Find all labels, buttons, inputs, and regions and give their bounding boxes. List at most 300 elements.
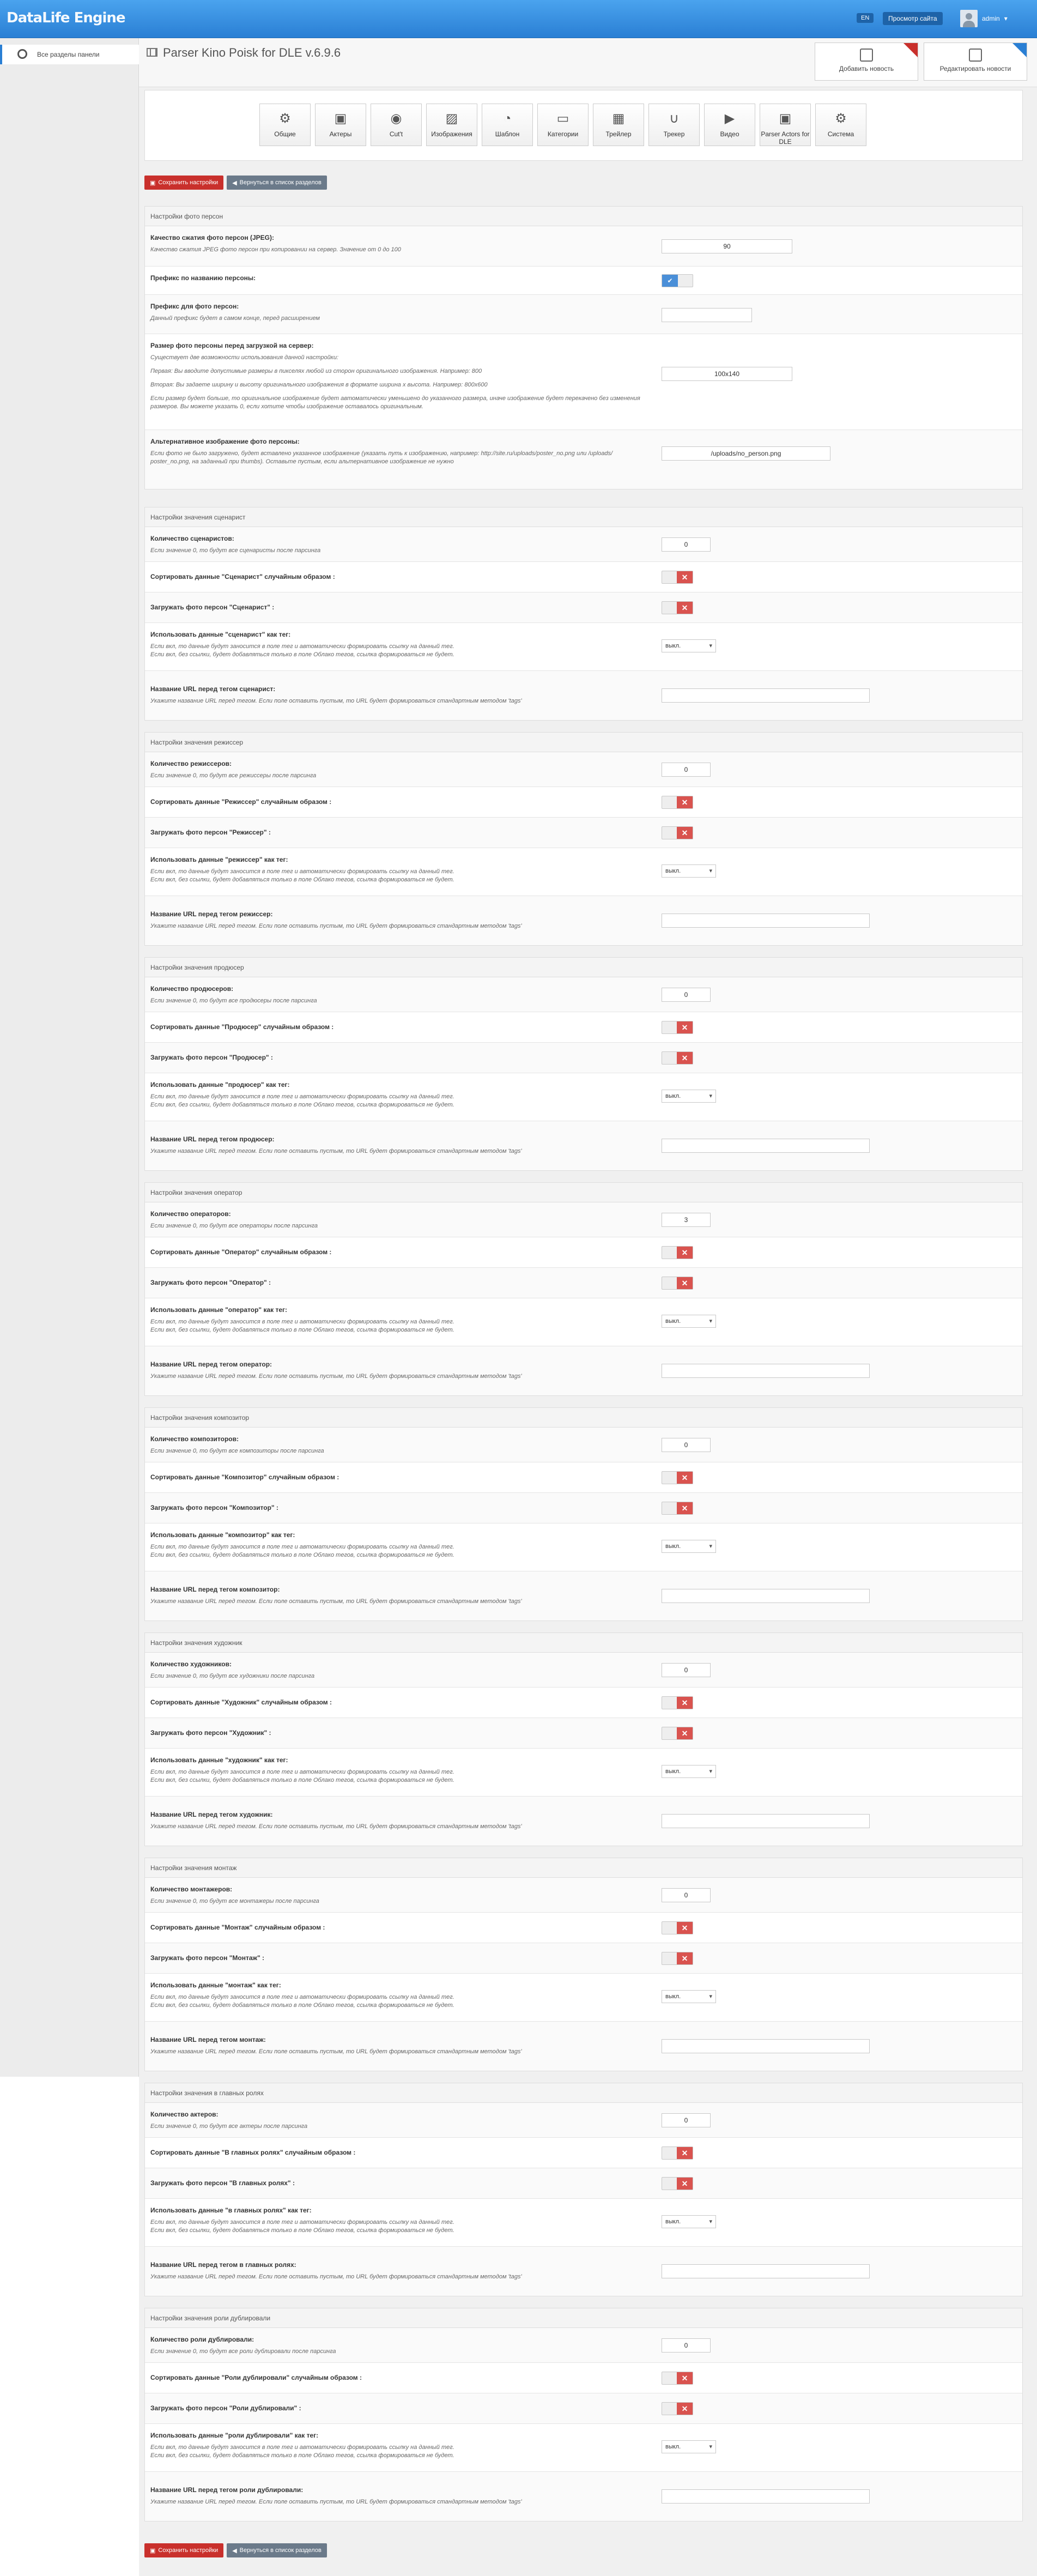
cogs-icon: ⚙ xyxy=(835,111,847,126)
user-menu[interactable] xyxy=(960,9,1008,28)
setting-label: Загружать фото персон "Композитор" : xyxy=(150,1504,278,1511)
random-sort-toggle[interactable] xyxy=(662,1021,693,1034)
setting-label: Количество монтажеров: xyxy=(150,1885,233,1893)
setting-row xyxy=(145,1298,1022,1346)
tag-select[interactable]: выкл. ▾ xyxy=(662,864,716,878)
globe-icon: ◉ xyxy=(390,111,402,126)
load-photo-toggle[interactable] xyxy=(662,2402,693,2415)
load-photo-toggle[interactable] xyxy=(662,1727,693,1740)
setting-desc: Укажите название URL перед тегом. Если поле оставить пустым, то URL будет формироваться стандартным методом 'tags' xyxy=(150,1373,522,1380)
url-prefix-input[interactable] xyxy=(662,1814,870,1828)
section-label: Система xyxy=(827,130,854,138)
section-label: Шаблон xyxy=(495,130,520,138)
arrow-left-icon: ◀ xyxy=(232,2547,237,2554)
film-icon xyxy=(147,48,157,57)
load-photo-toggle[interactable] xyxy=(662,2177,693,2190)
load-photo-toggle[interactable] xyxy=(662,601,693,614)
setting-row xyxy=(145,1797,1022,1846)
setting-label: Количество операторов: xyxy=(150,1210,231,1218)
panel-title: Настройки значения сценарист xyxy=(145,507,1022,527)
close-icon: ✕ xyxy=(677,2372,693,2384)
setting-desc: Если вкл, то данные будут заносится в поле тег и автоматически формировать ссылку на данный тег. xyxy=(150,1994,454,2000)
close-icon: ✕ xyxy=(677,827,693,839)
section-label: Категории xyxy=(547,130,579,138)
setting-label: Загружать фото персон "Оператор" : xyxy=(150,1279,271,1286)
setting-label: Использовать данные "в главных ролях" как тег: xyxy=(150,2206,312,2214)
panel-title: Настройки значения композитор xyxy=(145,1408,1022,1428)
sidebar xyxy=(0,38,139,2077)
load-photo-toggle[interactable] xyxy=(662,1277,693,1290)
logo[interactable]: DataLife Engine xyxy=(7,10,125,26)
count-input[interactable]: 0 xyxy=(662,2113,711,2127)
section-button[interactable] xyxy=(482,104,533,146)
setting-desc: Укажите название URL перед тегом. Если поле оставить пустым, то URL будет формироваться стандартным методом 'tags' xyxy=(150,2499,522,2505)
folder-icon: ▭ xyxy=(556,111,569,126)
bottom-action-row xyxy=(144,2543,327,2557)
setting-label: Сортировать данные "Композитор" случайным образом : xyxy=(150,1473,339,1481)
random-sort-toggle[interactable] xyxy=(662,1696,693,1709)
panel-title: Настройки значения монтаж xyxy=(145,1858,1022,1878)
setting-label: Использовать данные "сценарист" как тег: xyxy=(150,631,291,638)
caret-down-icon: ▾ xyxy=(1004,15,1008,22)
setting-row xyxy=(145,1012,1022,1043)
setting-desc: Укажите название URL перед тегом. Если поле оставить пустым, то URL будет формироваться стандартным методом 'tags' xyxy=(150,1148,522,1154)
random-sort-toggle[interactable] xyxy=(662,1246,693,1259)
back-to-sections-button[interactable]: ◀ Вернуться в список разделов xyxy=(227,176,327,190)
setting-row xyxy=(145,1523,1022,1571)
badge-corner xyxy=(1012,43,1027,57)
setting-row xyxy=(145,2138,1022,2168)
document-icon xyxy=(860,49,873,62)
page-title: Parser Kino Poisk for DLE v.6.9.6 xyxy=(163,46,341,59)
setting-row xyxy=(145,1462,1022,1493)
section-button[interactable] xyxy=(259,104,311,146)
setting-row xyxy=(145,818,1022,848)
setting-row xyxy=(145,592,1022,623)
role-settings-panel xyxy=(144,507,1023,721)
tag-select[interactable]: выкл. ▾ xyxy=(662,2215,716,2228)
setting-label: Название URL перед тегом в главных ролях: xyxy=(150,2261,296,2269)
setting-desc: Вторая: Вы задаете ширину и высоту оригинального изображения в формате ширина х высота. Например: 800x600 xyxy=(150,382,488,388)
close-icon: ✕ xyxy=(677,1052,693,1064)
setting-label: Загружать фото персон "Режиссер" : xyxy=(150,829,271,836)
setting-label: Сортировать данные "Художник" случайным образом : xyxy=(150,1698,332,1706)
setting-row xyxy=(145,848,1022,896)
close-icon: ✕ xyxy=(677,1502,693,1514)
close-icon: ✕ xyxy=(677,1922,693,1934)
setting-row xyxy=(145,2363,1022,2393)
gears-icon: ⚙ xyxy=(279,111,291,126)
setting-desc: Если значение 0, то будут все композиторы после парсинга xyxy=(150,1448,324,1454)
setting-row xyxy=(145,1688,1022,1718)
section-label: Изображения xyxy=(431,130,472,138)
setting-desc: Если вкл, без ссылки, будет добавляться только в поле Облако тегов, ссылка формироваться не будет. xyxy=(150,1327,454,1333)
setting-desc: Если значение 0, то будут все монтажеры после парсинга xyxy=(150,1898,319,1904)
setting-label: Название URL перед тегом художник: xyxy=(150,1811,273,1818)
save-icon: ▣ xyxy=(150,2547,156,2554)
setting-desc: Если значение 0, то будут все роли дублировали после парсинга xyxy=(150,2348,336,2355)
setting-row xyxy=(145,226,1022,267)
setting-desc: Если вкл, без ссылки, будет добавляться только в поле Облако тегов, ссылка формироваться не будет. xyxy=(150,651,454,658)
setting-row xyxy=(145,1121,1022,1170)
setting-desc: Существует две возможности использования данной настройки: xyxy=(150,354,339,361)
setting-row xyxy=(145,1073,1022,1121)
film-frame-icon: ▣ xyxy=(779,111,792,126)
count-input[interactable]: 0 xyxy=(662,537,711,552)
setting-row xyxy=(145,671,1022,720)
url-prefix-input[interactable] xyxy=(662,1364,870,1378)
badge-corner xyxy=(903,43,918,57)
random-sort-toggle[interactable] xyxy=(662,1921,693,1934)
setting-label: Сортировать данные "В главных ролях" случайным образом : xyxy=(150,2149,356,2156)
section-label: Общие xyxy=(274,130,296,138)
setting-row xyxy=(145,1571,1022,1620)
sidebar-item-label: Все разделы панели xyxy=(37,51,100,58)
random-sort-toggle[interactable] xyxy=(662,2372,693,2385)
arrow-left-icon: ◀ xyxy=(232,179,237,186)
section-button[interactable] xyxy=(648,104,700,146)
setting-row xyxy=(145,1043,1022,1073)
panel-title: Настройки значения в главных ролях xyxy=(145,2083,1022,2103)
section-label: Трекер xyxy=(663,130,685,138)
setting-label: Префикс для фото персон: xyxy=(150,303,239,310)
setting-desc: Если вкл, то данные будут заносится в поле тег и автоматически формировать ссылку на данный тег. xyxy=(150,2219,454,2226)
load-photo-toggle[interactable] xyxy=(662,826,693,839)
setting-row xyxy=(145,562,1022,592)
setting-row xyxy=(145,1268,1022,1298)
prefix-toggle[interactable] xyxy=(662,274,693,287)
setting-label: Название URL перед тегом роли дублировали: xyxy=(150,2486,304,2494)
add-news-button[interactable] xyxy=(815,43,918,81)
setting-label: Загружать фото персон "Роли дублировали" : xyxy=(150,2404,301,2412)
photo-size-input[interactable]: 100x140 xyxy=(662,367,792,381)
role-settings-panel xyxy=(144,2083,1023,2296)
panel-title: Настройки значения художник xyxy=(145,1633,1022,1653)
save-icon: ▣ xyxy=(150,179,156,186)
setting-label: Сортировать данные "Режиссер" случайным образом : xyxy=(150,798,332,806)
setting-label: Качество сжатия фото персон (JPEG): xyxy=(150,234,274,241)
globe-icon xyxy=(17,49,27,59)
section-button[interactable] xyxy=(704,104,755,146)
close-icon: ✕ xyxy=(677,2403,693,2415)
setting-label: Сортировать данные "Продюсер" случайным образом : xyxy=(150,1023,334,1031)
url-prefix-input[interactable] xyxy=(662,2489,870,2504)
setting-desc: Если вкл, без ссылки, будет добавляться только в поле Облако тегов, ссылка формироваться не будет. xyxy=(150,1552,454,1558)
setting-label: Название URL перед тегом композитор: xyxy=(150,1586,280,1593)
count-input[interactable]: 0 xyxy=(662,1888,711,1902)
setting-row xyxy=(145,2247,1022,2296)
play-icon: ▶ xyxy=(724,111,735,126)
setting-row xyxy=(145,977,1022,1012)
panel-title: Настройки значения роли дублировали xyxy=(145,2308,1022,2328)
close-icon: ✕ xyxy=(677,1472,693,1484)
tag-select[interactable]: выкл. ▾ xyxy=(662,639,716,652)
setting-label: Сортировать данные "Сценарист" случайным образом : xyxy=(150,573,335,580)
setting-label: Сортировать данные "Оператор" случайным образом : xyxy=(150,1248,332,1256)
setting-row xyxy=(145,1202,1022,1237)
setting-row xyxy=(145,1346,1022,1395)
sidebar-item-all-sections[interactable] xyxy=(0,45,139,64)
setting-desc: Если вкл, без ссылки, будет добавляться только в поле Облако тегов, ссылка формироваться не будет. xyxy=(150,2002,454,2009)
count-input[interactable]: 3 xyxy=(662,1213,711,1227)
random-sort-toggle[interactable] xyxy=(662,796,693,809)
setting-desc: Если значение 0, то будут все операторы после парсинга xyxy=(150,1223,318,1229)
setting-label: Использовать данные "роли дублировали" как тег: xyxy=(150,2432,319,2439)
setting-row xyxy=(145,1943,1022,1974)
setting-label: Количество композиторов: xyxy=(150,1435,239,1443)
setting-desc: Если вкл, то данные будут заносится в поле тег и автоматически формировать ссылку на данный тег. xyxy=(150,1544,454,1550)
count-input[interactable]: 0 xyxy=(662,763,711,777)
setting-label: Сортировать данные "Роли дублировали" случайным образом : xyxy=(150,2374,362,2381)
user-name: admin xyxy=(982,15,1000,22)
close-icon: ✕ xyxy=(677,1697,693,1709)
setting-row xyxy=(145,2022,1022,2071)
setting-desc: Если размер будет больше, то оригинальное изображение будет автоматически уменьшено до указанного размера, иначе изображение будет перекачено без изменения размеров. Вы можете указать 0, если хотите чтобы изображение оставалось оригинальным. xyxy=(150,395,640,410)
edit-news-label: Редактировать новости xyxy=(939,65,1011,72)
count-input[interactable]: 0 xyxy=(662,1663,711,1677)
setting-row xyxy=(145,267,1022,295)
section-button[interactable] xyxy=(315,104,366,146)
film-frame-icon: ▣ xyxy=(334,111,347,126)
tag-select[interactable]: выкл. ▾ xyxy=(662,1540,716,1553)
alt-photo-input[interactable]: /uploads/no_person.png xyxy=(662,446,830,461)
magnet-icon: ∪ xyxy=(669,111,679,126)
section-label: Актеры xyxy=(329,130,352,138)
setting-label: Префикс по названию персоны: xyxy=(150,274,256,282)
setting-label: Название URL перед тегом монтаж: xyxy=(150,2036,266,2043)
section-button[interactable] xyxy=(593,104,644,146)
setting-row xyxy=(145,1428,1022,1462)
setting-row xyxy=(145,295,1022,334)
setting-desc: Если вкл, то данные будут заносится в поле тег и автоматически формировать ссылку на данный тег. xyxy=(150,2444,454,2451)
setting-row xyxy=(145,623,1022,671)
check-icon: ✔ xyxy=(662,275,678,287)
setting-label: Использовать данные "оператор" как тег: xyxy=(150,1306,288,1314)
top-action-row xyxy=(144,176,327,190)
url-prefix-input[interactable] xyxy=(662,2264,870,2278)
role-settings-panel xyxy=(144,957,1023,1171)
close-icon: ✕ xyxy=(677,1952,693,1964)
setting-label: Название URL перед тегом оператор: xyxy=(150,1360,272,1368)
setting-label: Загружать фото персон "В главных ролях" : xyxy=(150,2179,295,2187)
setting-desc: Если вкл, без ссылки, будет добавляться только в поле Облако тегов, ссылка формироваться не будет. xyxy=(150,876,454,883)
section-button[interactable] xyxy=(371,104,422,146)
setting-label: Сортировать данные "Монтаж" случайным образом : xyxy=(150,1924,325,1931)
setting-row xyxy=(145,1878,1022,1913)
role-settings-panel xyxy=(144,1632,1023,1846)
avatar xyxy=(960,10,978,27)
setting-label: Загружать фото персон "Сценарист" : xyxy=(150,603,275,611)
section-button[interactable] xyxy=(815,104,866,146)
setting-row xyxy=(145,2199,1022,2247)
setting-desc: Если вкл, то данные будут заносится в поле тег и автоматически формировать ссылку на данный тег. xyxy=(150,1319,454,1325)
count-input[interactable]: 0 xyxy=(662,988,711,1002)
setting-desc: Если значение 0, то будут все художники после парсинга xyxy=(150,1673,315,1679)
photo-prefix-input[interactable] xyxy=(662,308,752,322)
tag-select[interactable]: выкл. ▾ xyxy=(662,1765,716,1778)
setting-desc: Укажите название URL перед тегом. Если поле оставить пустым, то URL будет формироваться стандартным методом 'tags' xyxy=(150,923,522,929)
setting-row xyxy=(145,1749,1022,1797)
section-button[interactable] xyxy=(760,104,811,146)
setting-desc: Укажите название URL перед тегом. Если поле оставить пустым, то URL будет формироваться стандартным методом 'tags' xyxy=(150,2273,522,2280)
setting-row xyxy=(145,896,1022,945)
add-news-label: Добавить новость xyxy=(839,65,894,72)
setting-desc: Укажите название URL перед тегом. Если поле оставить пустым, то URL будет формироваться стандартным методом 'tags' xyxy=(150,2048,522,2055)
setting-label: Загружать фото персон "Продюсер" : xyxy=(150,1054,273,1061)
close-icon: ✕ xyxy=(677,602,693,614)
setting-row xyxy=(145,1974,1022,2022)
close-icon: ✕ xyxy=(677,571,693,583)
edit-news-button[interactable] xyxy=(924,43,1027,81)
random-sort-toggle[interactable] xyxy=(662,1471,693,1484)
setting-desc: Если значение 0, то будут все режиссеры после парсинга xyxy=(150,772,317,779)
panel-title: Настройки значения продюсер xyxy=(145,958,1022,977)
tag-select[interactable]: выкл. ▾ xyxy=(662,2440,716,2453)
setting-label: Количество продюсеров: xyxy=(150,985,234,993)
setting-desc: Укажите название URL перед тегом. Если поле оставить пустым, то URL будет формироваться стандартным методом 'tags' xyxy=(150,1823,522,1830)
setting-desc: Если вкл, без ссылки, будет добавляться только в поле Облако тегов, ссылка формироваться не будет. xyxy=(150,2452,454,2459)
setting-desc: Если вкл, то данные будут заносится в поле тег и автоматически формировать ссылку на данный тег. xyxy=(150,643,454,650)
dashboard-icon: ◔ xyxy=(503,111,512,126)
load-photo-toggle[interactable] xyxy=(662,1051,693,1065)
close-icon: ✕ xyxy=(677,1277,693,1289)
setting-desc: Если значение 0, то будут все сценаристы после парсинга xyxy=(150,547,321,554)
role-settings-panel xyxy=(144,1407,1023,1621)
setting-row xyxy=(145,2328,1022,2363)
setting-row xyxy=(145,334,1022,430)
panel-title: Настройки значения оператор xyxy=(145,1183,1022,1202)
edit-icon xyxy=(969,49,982,62)
jpeg-quality-input[interactable]: 90 xyxy=(662,239,792,253)
panel-title: Настройки значения режиссер xyxy=(145,733,1022,752)
close-icon: ✕ xyxy=(677,1247,693,1259)
role-settings-panel xyxy=(144,1182,1023,1396)
url-prefix-input[interactable] xyxy=(662,688,870,703)
back-to-sections-button[interactable]: ◀ Вернуться в список разделов xyxy=(227,2543,327,2557)
photo-settings-panel xyxy=(144,206,1023,489)
setting-desc: Если вкл, без ссылки, будет добавляться только в поле Облако тегов, ссылка формироваться не будет. xyxy=(150,2227,454,2234)
close-icon: ✕ xyxy=(677,1727,693,1739)
setting-desc: Если вкл, без ссылки, будет добавляться только в поле Облако тегов, ссылка формироваться не будет. xyxy=(150,1102,454,1108)
random-sort-toggle[interactable] xyxy=(662,2146,693,2160)
section-button[interactable] xyxy=(426,104,477,146)
close-icon: ✕ xyxy=(677,2147,693,2159)
setting-row xyxy=(145,1493,1022,1523)
setting-desc: Если вкл, без ссылки, будет добавляться только в поле Облако тегов, ссылка формироваться не будет. xyxy=(150,1777,454,1783)
setting-label: Количество актеров: xyxy=(150,2111,219,2118)
setting-label: Использовать данные "продюсер" как тег: xyxy=(150,1081,290,1089)
setting-desc: Если значение 0, то будут все продюсеры после парсинга xyxy=(150,997,317,1004)
setting-row xyxy=(145,787,1022,818)
setting-label: Загружать фото персон "Художник" : xyxy=(150,1729,271,1737)
setting-label: Загружать фото персон "Монтаж" : xyxy=(150,1954,265,1962)
setting-desc: Укажите название URL перед тегом. Если поле оставить пустым, то URL будет формироваться стандартным методом 'tags' xyxy=(150,698,522,704)
setting-desc: Если вкл, то данные будут заносится в поле тег и автоматически формировать ссылку на данный тег. xyxy=(150,1093,454,1100)
setting-row xyxy=(145,430,1022,489)
load-photo-toggle[interactable] xyxy=(662,1952,693,1965)
count-input[interactable]: 0 xyxy=(662,2338,711,2353)
role-settings-panel xyxy=(144,1858,1023,2071)
setting-desc: poster_no.png, на заданный при thumbs). Оставьте пустым, если альтернативное изображение не нужно xyxy=(150,458,454,465)
tag-select[interactable]: выкл. ▾ xyxy=(662,1990,716,2003)
setting-row xyxy=(145,2393,1022,2424)
close-icon: ✕ xyxy=(677,1021,693,1033)
setting-desc: Если фото не было загружено, будет вставлено указанное изображение (указать путь к изображению, например: http://site.ru/uploads/poster_no.png или /uploads/ xyxy=(150,450,613,457)
close-icon: ✕ xyxy=(677,796,693,808)
setting-label: Использовать данные "художник" как тег: xyxy=(150,1756,288,1764)
setting-row xyxy=(145,2103,1022,2138)
tag-select[interactable]: выкл. ▾ xyxy=(662,1315,716,1328)
setting-label: Количество сценаристов: xyxy=(150,535,234,542)
setting-label: Название URL перед тегом сценарист: xyxy=(150,685,276,693)
url-prefix-input[interactable] xyxy=(662,914,870,928)
setting-row xyxy=(145,1718,1022,1749)
picture-icon: ▨ xyxy=(445,111,458,126)
section-label: Трейлер xyxy=(605,130,632,138)
sidebar-filler xyxy=(0,2077,139,2576)
setting-label: Альтернативное изображение фото персоны: xyxy=(150,438,300,445)
setting-row xyxy=(145,1653,1022,1688)
setting-desc: Данный префикс будет в самом конце, перед расширением xyxy=(150,315,320,322)
role-settings-panel xyxy=(144,732,1023,946)
section-label: Parser Actors for DLE xyxy=(761,130,810,146)
setting-row xyxy=(145,1913,1022,1943)
section-icon-bar xyxy=(144,90,1023,161)
setting-desc: Качество сжатия JPEG фото персон при копировании на сервер. Значение от 0 до 100 xyxy=(150,246,401,253)
url-prefix-input[interactable] xyxy=(662,1139,870,1153)
load-photo-toggle[interactable] xyxy=(662,1502,693,1515)
setting-desc: Первая: Вы вводите допустимые размеры в пикселях любой из сторон оригинального изображения. Например: 800 xyxy=(150,368,482,374)
setting-label: Количество режиссеров: xyxy=(150,760,232,767)
setting-label: Название URL перед тегом продюсер: xyxy=(150,1135,275,1143)
setting-label: Количество художников: xyxy=(150,1660,232,1668)
setting-row xyxy=(145,2168,1022,2199)
count-input[interactable]: 0 xyxy=(662,1438,711,1452)
setting-row xyxy=(145,752,1022,787)
setting-label: Название URL перед тегом режиссер: xyxy=(150,910,273,918)
top-bar xyxy=(0,0,1037,38)
page-header xyxy=(139,38,1037,87)
random-sort-toggle[interactable] xyxy=(662,571,693,584)
setting-label: Использовать данные "композитор" как тег: xyxy=(150,1531,295,1539)
setting-row xyxy=(145,2472,1022,2521)
save-settings-button[interactable]: ▣ Сохранить настройки xyxy=(144,176,223,190)
url-prefix-input[interactable] xyxy=(662,1589,870,1603)
save-settings-button[interactable]: ▣ Сохранить настройки xyxy=(144,2543,223,2557)
section-label: Cut't xyxy=(389,130,403,138)
view-site-button[interactable]: Просмотр сайта xyxy=(883,12,943,25)
film-icon: ▦ xyxy=(612,111,625,126)
section-label: Видео xyxy=(720,130,739,138)
panel-title: Настройки фото персон xyxy=(145,207,1022,226)
setting-label: Размер фото персоны перед загрузкой на сервер: xyxy=(150,342,314,349)
language-button[interactable]: EN xyxy=(857,13,874,23)
close-icon: ✕ xyxy=(677,2178,693,2190)
role-settings-panel xyxy=(144,2308,1023,2521)
url-prefix-input[interactable] xyxy=(662,2039,870,2053)
tag-select[interactable]: выкл. ▾ xyxy=(662,1090,716,1103)
setting-label: Количество роли дублировали: xyxy=(150,2336,254,2343)
setting-desc: Если вкл, то данные будут заносится в поле тег и автоматически формировать ссылку на данный тег. xyxy=(150,1769,454,1775)
setting-row xyxy=(145,527,1022,562)
setting-desc: Если значение 0, то будут все актеры после парсинга xyxy=(150,2123,308,2130)
setting-row xyxy=(145,1237,1022,1268)
setting-label: Использовать данные "монтаж" как тег: xyxy=(150,1981,281,1989)
setting-row xyxy=(145,2424,1022,2472)
section-button[interactable] xyxy=(537,104,589,146)
setting-desc: Если вкл, то данные будут заносится в поле тег и автоматически формировать ссылку на данный тег. xyxy=(150,868,454,875)
setting-desc: Укажите название URL перед тегом. Если поле оставить пустым, то URL будет формироваться стандартным методом 'tags' xyxy=(150,1598,522,1605)
